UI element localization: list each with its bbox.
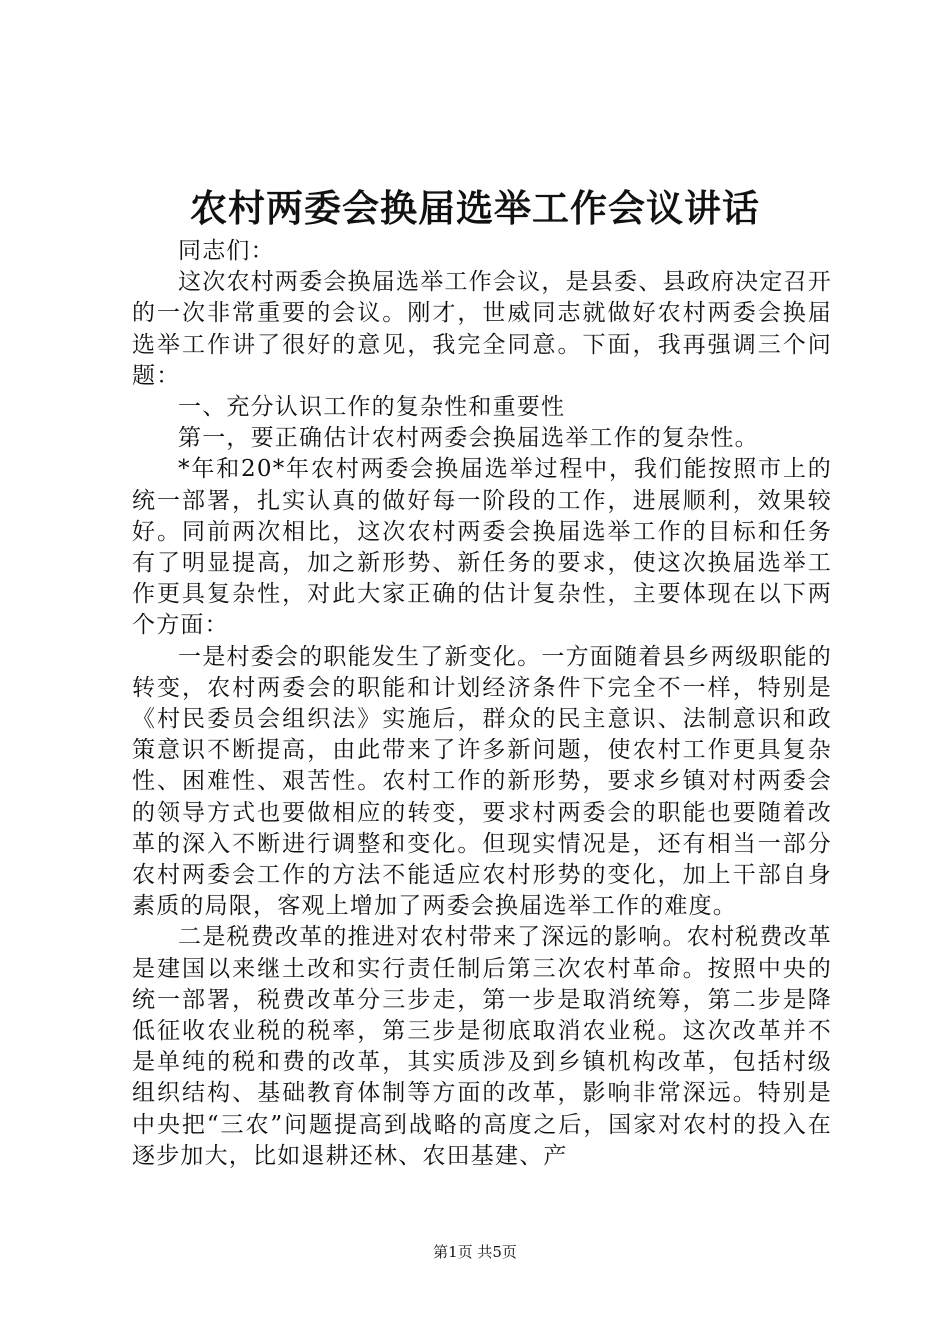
body-paragraph: 一是村委会的职能发生了新变化。一方面随着县乡两级职能的转变，农村两委会的职能和计划经济条件下完全不一样，特别是《村民委员会组织法》实施后，群众的民主意识、法制意识和政策意识不断提高，由此带来了许多新问题，使农村工作更具复杂性、困难性、艰苦性。农村工作的新形势，要求乡镇对村两委会的领导方式也要做相应的转变，要求村两委会的职能也要随着改革的深入不断进行调整和变化。但现实情况是，还有相当一部分农村两委会工作的方法不能适应农村形势的变化，加上干部自身素质的局限，客观上增加了两委会换届选举工作的难度。	[132, 643, 832, 920]
intro-paragraph: 这次农村两委会换届选举工作会议，是县委、县政府决定召开的一次非常重要的会议。刚才，世威同志就做好农村两委会换届选举工作讲了很好的意见，我完全同意。下面，我再强调三个问题：	[132, 269, 832, 389]
document-body	[132, 236, 832, 1172]
body-paragraph: *年和20*年农村两委会换届选举过程中，我们能按照市上的统一部署，扎实认真的做好每一阶段的工作，进展顺利，效果较好。同前两次相比，这次农村两委会换届选举工作的目标和任务有了明显提高，加之新形势、新任务的要求，使这次换届选举工作更具复杂性，对此大家正确的估计复杂性，主要体现在以下两个方面：	[132, 456, 832, 639]
subheading-first: 第一，要正确估计农村两委会换届选举工作的复杂性。	[178, 425, 759, 452]
section-heading-1: 一、充分认识工作的复杂性和重要性	[178, 394, 566, 421]
page-footer: 第1页 共5页	[433, 1243, 517, 1261]
salutation-paragraph: 同志们：	[178, 238, 275, 264]
body-paragraph: 二是税费改革的推进对农村带来了深远的影响。农村税费改革是建国以来继土改和实行责任制后第三次农村革命。按照中央的统一部署，税费改革分三步走，第一步是取消统筹，第二步是降低征收农业税的税率，第三步是彻底取消农业税。这次改革并不是单纯的税和费的改革，其实质涉及到乡镇机构改革，包括村级组织结构、基础教育体制等方面的改革，影响非常深远。特别是中央把“三农”问题提高到战略的高度之后，国家对农村的投入在逐步加大，比如退耕还林、农田基建、产	[132, 924, 832, 1169]
document-title: 农村两委会换届选举工作会议讲话	[190, 186, 760, 230]
